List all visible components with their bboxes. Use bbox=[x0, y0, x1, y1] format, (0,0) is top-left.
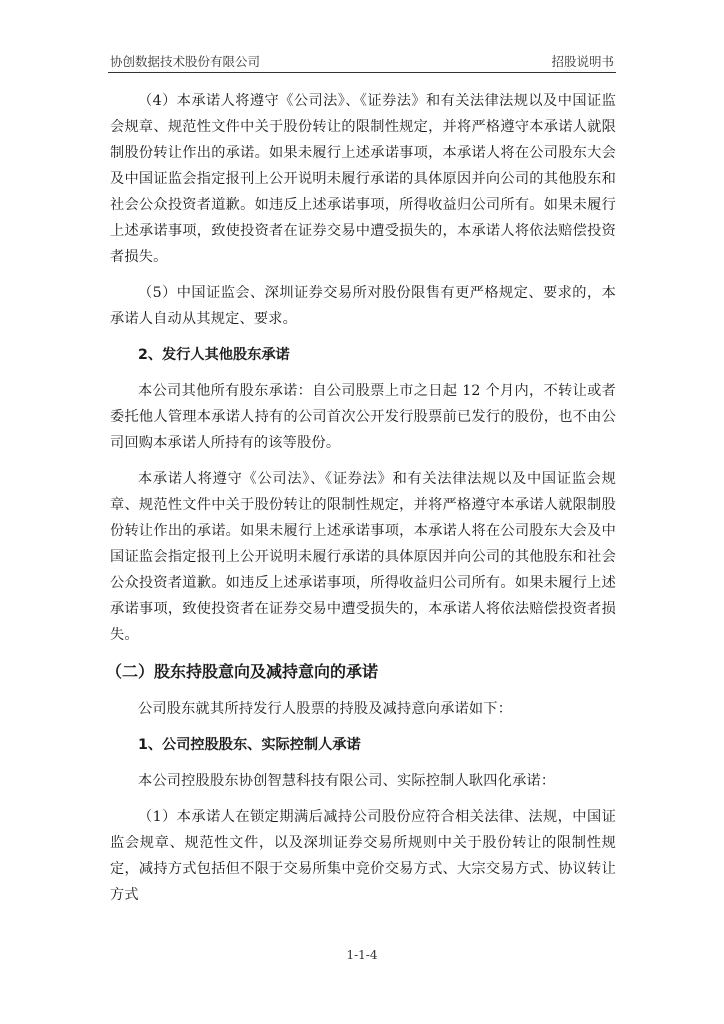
header-company-name: 协创数据技术股份有限公司 bbox=[110, 54, 261, 69]
paragraph-reduction-commitment-1: （1）本承诺人在锁定期满后减持公司股份应符合相关法律、法规，中国证监会规章、规范性文件，以及深圳证券交易所规则中关于股份转让的限制性规定，减持方式包括但不限于交易所集中竞价交易方式、大宗交易方式、协议转让方式 bbox=[110, 809, 616, 903]
page-header bbox=[108, 50, 616, 73]
header-document-type: 招股说明书 bbox=[551, 54, 614, 69]
heading-controlling-shareholder: 1、公司控股股东、实际控制人承诺 bbox=[138, 737, 361, 753]
paragraph-controller-intro: 本公司控股股东协创智慧科技有限公司、实际控制人耿四化承诺： bbox=[138, 773, 556, 789]
paragraph-intent-intro: 公司股东就其所持发行人股票的持股及减持意向承诺如下： bbox=[138, 701, 513, 717]
document-body bbox=[106, 88, 616, 918]
paragraph-commitment-5: （5）中国证监会、深圳证券交易所对股份限售有更严格规定、要求的，本承诺人自动从其规定、要求。 bbox=[110, 285, 616, 327]
page-number: 1-1-4 bbox=[346, 948, 378, 962]
paragraph-commitment-4: （4）本承诺人将遵守《公司法》、《证券法》和有关法律法规以及中国证监会规章、规范性文件中关于股份转让的限制性规定，并将严格遵守本承诺人就限制股份转让作出的承诺。如果未履行上述承诺事项，本承诺人将在公司股东大会及中国证监会指定报刊上公开说明未履行承诺的具体原因并向公司的其他股东和社会公众投资者道歉。如违反上述承诺事项，所得收益归公司所有。如果未履行上述承诺事项，致使投资者在证券交易中遭受损失的，本承诺人将依法赔偿投资者损失。 bbox=[110, 93, 616, 265]
paragraph-other-shareholders-compliance: 本承诺人将遵守《公司法》、《证券法》和有关法律法规以及中国证监会规章、规范性文件中关于股份转让的限制性规定，并将严格遵守本承诺人就限制股份转让作出的承诺。如果未履行上述承诺事项，本承诺人将在公司股东大会及中国证监会指定报刊上公开说明未履行承诺的具体原因并向公司的其他股东和社会公众投资者道歉。如违反上述承诺事项，所得收益归公司所有。如果未履行上述承诺事项，致使投资者在证券交易中遭受损失的，本承诺人将依法赔偿投资者损失。 bbox=[110, 471, 616, 643]
heading-other-shareholders: 2、发行人其他股东承诺 bbox=[138, 347, 290, 363]
paragraph-other-shareholders-lockup: 本公司其他所有股东承诺：自公司股票上市之日起 12 个月内，不转让或者委托他人管理本承诺人持有的公司首次公开发行股票前已发行的股份，也不由公司回购本承诺人所持有的该等股份。 bbox=[110, 383, 616, 451]
section-heading-shareholding-intent: （二）股东持股意向及减持意向的承诺 bbox=[106, 662, 379, 681]
